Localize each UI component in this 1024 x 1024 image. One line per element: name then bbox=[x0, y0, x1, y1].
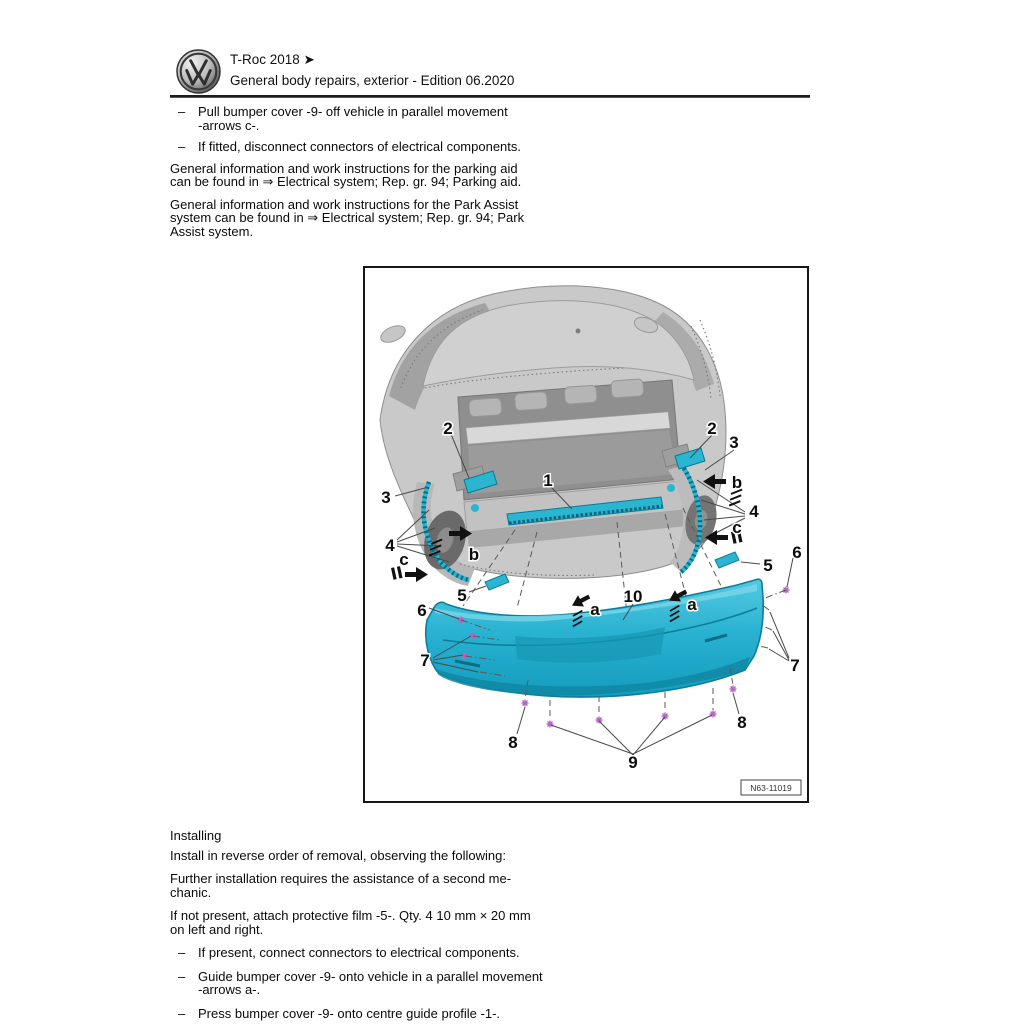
paragraph-line: Install in reverse order of removal, observing the following: bbox=[170, 847, 506, 863]
callout-4-right: 4 bbox=[749, 502, 759, 521]
callout-3-right: 3 bbox=[729, 433, 739, 452]
callout-c-left: c bbox=[399, 550, 409, 569]
callout-5-right: 5 bbox=[763, 556, 773, 575]
instruction-bullet bbox=[170, 105, 562, 132]
bullet-dash: – bbox=[178, 104, 186, 119]
guide-clip bbox=[667, 484, 675, 492]
figure-ref-box bbox=[741, 780, 801, 795]
vw-logo-icon bbox=[176, 49, 221, 94]
paragraph-line: system can be found in ⇒ Electrical system; Rep. gr. 94; Park bbox=[170, 210, 525, 225]
callout-8-left: 8 bbox=[508, 733, 518, 752]
figure-frame bbox=[363, 266, 809, 803]
removal-instructions bbox=[170, 105, 562, 247]
callout-4-left: 4 bbox=[385, 536, 395, 555]
guide-clip bbox=[471, 504, 479, 512]
callout-9: 9 bbox=[628, 753, 638, 772]
paragraph-line: Assist system. bbox=[170, 223, 254, 239]
paragraph-line: Further installation requires the assistance of a second me- bbox=[170, 871, 512, 886]
roof-antenna bbox=[576, 329, 581, 334]
instruction-bullet bbox=[170, 970, 562, 997]
bumper-cover-part bbox=[426, 579, 763, 697]
paragraph-line: General information and work instructions for the parking aid bbox=[170, 160, 518, 176]
callout-3-left: 3 bbox=[381, 488, 391, 507]
info-paragraph bbox=[170, 872, 562, 899]
header-rule bbox=[170, 95, 810, 98]
callout-6-left: 6 bbox=[417, 601, 427, 620]
bullet-dash: – bbox=[178, 139, 186, 154]
info-paragraph bbox=[170, 909, 562, 936]
callout-7-left: 7 bbox=[420, 651, 430, 670]
paragraph-line: on left and right. bbox=[170, 921, 264, 937]
paragraph-line: If not present, attach protective film -5-. Qty. 4 10 mm × 20 mm bbox=[170, 908, 531, 923]
left-mirror bbox=[378, 322, 407, 345]
installing-instructions bbox=[170, 829, 562, 1024]
protective-film-right bbox=[715, 552, 739, 568]
callout-1: 1 bbox=[543, 471, 553, 490]
instruction-line: If present, connect connectors to electrical components. bbox=[198, 945, 520, 960]
paragraph-line: chanic. bbox=[170, 884, 212, 900]
instruction-bullet bbox=[170, 140, 562, 154]
info-paragraph bbox=[170, 849, 562, 863]
callout-6-right: 6 bbox=[792, 543, 802, 562]
callout-10: 10 bbox=[623, 587, 643, 606]
instruction-bullet bbox=[170, 946, 562, 960]
paragraph-line: can be found in ⇒ Electrical system; Rep. gr. 94; Parking aid. bbox=[170, 174, 522, 189]
bumper-removal-diagram bbox=[365, 268, 807, 801]
arrow-a-left bbox=[569, 591, 592, 611]
callout-a-right: a bbox=[687, 595, 697, 614]
doc-header bbox=[170, 48, 810, 96]
info-paragraph bbox=[170, 198, 562, 239]
protective-film-left bbox=[485, 574, 509, 590]
instruction-line: Press bumper cover -9- onto centre guide profile -1-. bbox=[198, 1005, 501, 1021]
instruction-line: -arrows a-. bbox=[198, 982, 261, 997]
edition-subtitle: General body repairs, exterior - Edition 06.2020 bbox=[230, 73, 515, 88]
bullet-dash: – bbox=[178, 968, 186, 984]
callout-7-right: 7 bbox=[790, 656, 800, 675]
callout-2-left: 2 bbox=[443, 419, 453, 438]
instruction-bullet bbox=[170, 1007, 562, 1021]
callout-b-right: b bbox=[731, 473, 743, 492]
info-paragraph bbox=[170, 162, 562, 189]
instruction-line: Pull bumper cover -9- off vehicle in parallel movement bbox=[198, 104, 508, 119]
instruction-line: -arrows c-. bbox=[198, 117, 260, 133]
bullet-dash: – bbox=[178, 945, 186, 960]
arrow-c-left-head bbox=[405, 567, 428, 582]
bullet-dash: – bbox=[178, 1005, 186, 1021]
figure-ref-code: N63-11019 bbox=[750, 783, 792, 793]
paragraph-line: General information and work instructions for the Park Assist bbox=[170, 196, 519, 212]
callout-b-left: b bbox=[468, 545, 480, 564]
callout-5-left: 5 bbox=[457, 586, 467, 605]
callout-a-left: a bbox=[590, 600, 600, 619]
callout-c-right: c bbox=[732, 518, 742, 537]
callout-2-right: 2 bbox=[707, 419, 717, 438]
instruction-line: Guide bumper cover -9- onto vehicle in a parallel movement bbox=[198, 968, 543, 984]
callout-8-right: 8 bbox=[737, 713, 747, 732]
instruction-line: If fitted, disconnect connectors of electrical components. bbox=[198, 139, 522, 154]
model-title: T-Roc 2018 ➤ bbox=[230, 52, 315, 67]
installing-heading: Installing bbox=[170, 828, 222, 843]
